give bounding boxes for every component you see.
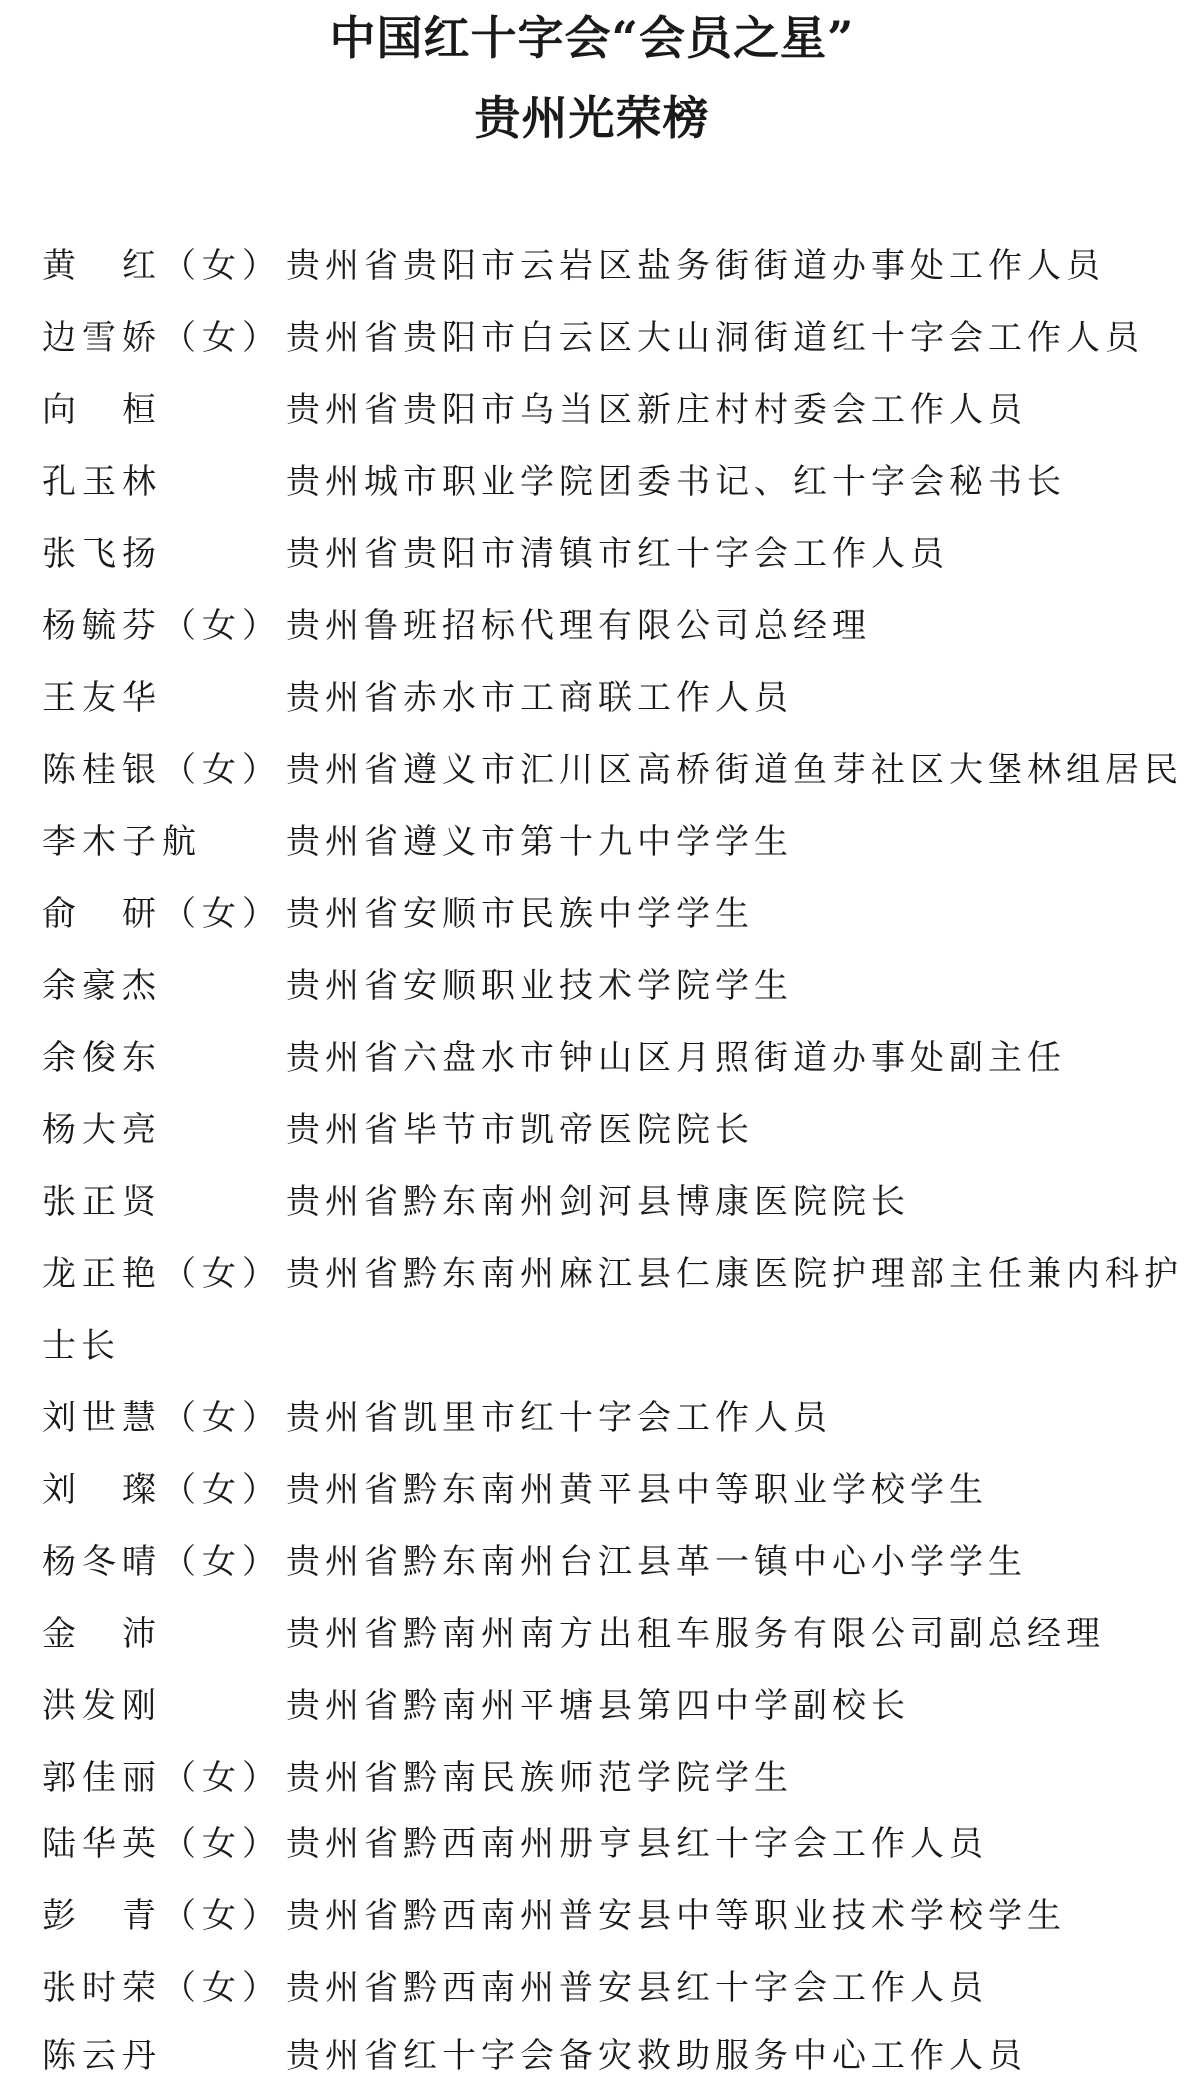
list-item	[0, 384, 1184, 436]
member-description-continuation: 士长	[42, 1326, 120, 1366]
member-name: 张飞扬	[42, 534, 162, 574]
list-item	[0, 888, 1184, 940]
member-description: 贵州省黔南州南方出租车服务有限公司副总经理	[286, 1614, 1105, 1654]
member-description: 贵州省黔东南州剑河县博康医院院长	[286, 1182, 910, 1222]
member-description: 贵州省遵义市第十九中学学生	[286, 822, 793, 862]
list-item	[0, 744, 1184, 796]
member-description: 贵州省贵阳市白云区大山洞街道红十字会工作人员	[286, 318, 1144, 358]
member-name: 杨大亮	[42, 1110, 162, 1150]
list-item	[0, 816, 1184, 868]
list-item	[0, 1464, 1184, 1516]
list-item	[0, 1608, 1184, 1660]
member-name: 金 沛	[42, 1614, 162, 1654]
member-description: 贵州省黔南民族师范学院学生	[286, 1758, 793, 1798]
list-item	[0, 528, 1184, 580]
list-item	[0, 1962, 1184, 2014]
list-item	[0, 1032, 1184, 1084]
member-name: 向 桓	[42, 390, 162, 430]
member-name: 王友华	[42, 678, 162, 718]
member-name: 刘世慧（女）	[42, 1398, 282, 1438]
member-description: 贵州鲁班招标代理有限公司总经理	[286, 606, 871, 646]
list-item	[0, 312, 1184, 364]
member-name: 孔玉林	[42, 462, 162, 502]
list-item	[0, 1248, 1184, 1300]
member-name: 张时荣（女）	[42, 1968, 282, 2008]
member-description: 贵州城市职业学院团委书记、红十字会秘书长	[286, 462, 1066, 502]
member-name: 陈桂银（女）	[42, 750, 282, 790]
member-description: 贵州省黔西南州普安县红十字会工作人员	[286, 1968, 988, 2008]
member-name: 陈云丹	[42, 2036, 162, 2076]
list-item-continuation	[0, 1320, 1184, 1372]
member-description: 贵州省黔西南州册亨县红十字会工作人员	[286, 1824, 988, 1864]
member-description: 贵州省黔东南州台江县革一镇中心小学学生	[286, 1542, 1027, 1582]
member-name: 刘 璨（女）	[42, 1470, 282, 1510]
member-description: 贵州省黔东南州黄平县中等职业学校学生	[286, 1470, 988, 1510]
list-item	[0, 672, 1184, 724]
member-name: 余豪杰	[42, 966, 162, 1006]
list-item	[0, 1680, 1184, 1732]
member-description: 贵州省赤水市工商联工作人员	[286, 678, 793, 718]
member-name: 杨毓芬（女）	[42, 606, 282, 646]
member-description: 贵州省贵阳市云岩区盐务街街道办事处工作人员	[286, 246, 1105, 286]
list-item	[0, 600, 1184, 652]
member-description: 贵州省凯里市红十字会工作人员	[286, 1398, 832, 1438]
member-name: 边雪娇（女）	[42, 318, 282, 358]
list-item	[0, 1176, 1184, 1228]
member-name: 龙正艳（女）	[42, 1254, 282, 1294]
member-name: 黄 红（女）	[42, 246, 282, 286]
member-name: 张正贤	[42, 1182, 162, 1222]
list-item	[0, 1536, 1184, 1588]
member-name: 洪发刚	[42, 1686, 162, 1726]
document-title: 中国红十字会“会员之星”	[329, 11, 855, 65]
list-item	[0, 1890, 1184, 1942]
list-item	[0, 1818, 1184, 1870]
member-description: 贵州省安顺市民族中学学生	[286, 894, 754, 934]
member-name: 李木子航	[42, 822, 202, 862]
member-name: 郭佳丽（女）	[42, 1758, 282, 1798]
member-description: 贵州省黔南州平塘县第四中学副校长	[286, 1686, 910, 1726]
list-item	[0, 240, 1184, 292]
member-description: 贵州省安顺职业技术学院学生	[286, 966, 793, 1006]
member-name: 俞 研（女）	[42, 894, 282, 934]
member-name: 彭 青（女）	[42, 1896, 282, 1936]
member-description: 贵州省贵阳市乌当区新庄村村委会工作人员	[286, 390, 1027, 430]
member-description: 贵州省红十字会备灾救助服务中心工作人员	[286, 2036, 1027, 2076]
member-name: 杨冬晴（女）	[42, 1542, 282, 1582]
list-item	[0, 1104, 1184, 1156]
member-description: 贵州省毕节市凯帝医院院长	[286, 1110, 754, 1150]
member-description: 贵州省遵义市汇川区高桥街道鱼芽社区大堡林组居民	[286, 750, 1183, 790]
list-item	[0, 1392, 1184, 1444]
member-description: 贵州省黔西南州普安县中等职业技术学校学生	[286, 1896, 1066, 1936]
list-item	[0, 2030, 1184, 2082]
member-name: 陆华英（女）	[42, 1824, 282, 1864]
member-description: 贵州省贵阳市清镇市红十字会工作人员	[286, 534, 949, 574]
list-item	[0, 1752, 1184, 1804]
member-description: 贵州省黔东南州麻江县仁康医院护理部主任兼内科护	[286, 1254, 1183, 1294]
list-item	[0, 960, 1184, 1012]
document-subtitle: 贵州光荣榜	[474, 91, 710, 145]
member-description: 贵州省六盘水市钟山区月照街道办事处副主任	[286, 1038, 1066, 1078]
member-name: 余俊东	[42, 1038, 162, 1078]
list-item	[0, 456, 1184, 508]
